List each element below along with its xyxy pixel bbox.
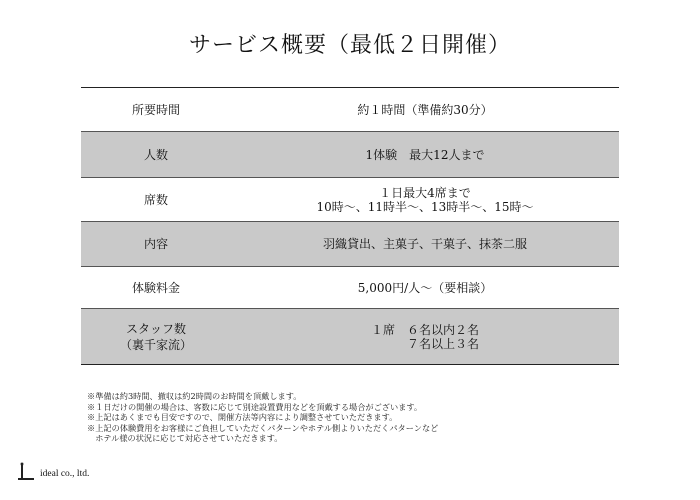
row-label: 所要時間 [131, 102, 180, 117]
table-row-content [81, 222, 619, 267]
staff-value: １席 ６名以内２名 ７名以上３名 [370, 322, 479, 351]
note-line: ホテル様の状況に応じて対応させていただきます。 [87, 433, 283, 443]
company-name: ideal co., ltd. [40, 469, 90, 479]
note-line: ※上記はあくまでも目安ですので、開催方法等内容により調整させていただきます。 [87, 412, 398, 422]
row-label: 人数 [143, 147, 168, 162]
row-label: スタッフ数 （裏千家流） [119, 321, 192, 352]
service-table [81, 87, 619, 365]
row-label: 体験料金 [131, 280, 180, 295]
row-label: 内容 [143, 237, 168, 251]
table-row-staff [81, 309, 619, 364]
table-row-fee [81, 267, 619, 309]
company-logo-icon [18, 462, 36, 482]
row-value [231, 323, 619, 351]
table-row-seats [81, 178, 619, 222]
row-value: 1体験 最大12人まで [365, 147, 485, 162]
row-label: 席数 [143, 192, 168, 207]
table-row-people [81, 132, 619, 178]
row-value: 羽織貸出、主菓子、干菓子、抹茶二服 [322, 237, 527, 251]
row-value: １日最大4席まで 10時〜、11時半〜、13時半〜、15時〜 [316, 185, 534, 214]
page-title: サービス概要（最低２日開催） [188, 33, 511, 58]
note-line: ※上記の体験費用をお客様にご負担していただくパターンやホテル側よりいただくパターンなど [87, 422, 439, 433]
row-value: 5,000円/人〜（要相談） [357, 280, 493, 295]
note-line: ※１日だけの開催の場合は、客数に応じて別途設置費用などを頂戴する場合がございます。 [87, 401, 423, 412]
company-footer [18, 462, 89, 482]
note-line: ※準備は約3時間、撤収は約2時間のお時間を頂戴します。 [87, 391, 302, 401]
notes [87, 391, 438, 444]
row-value: 約１時間（準備約30分） [357, 102, 493, 117]
table-row-duration [81, 88, 619, 132]
